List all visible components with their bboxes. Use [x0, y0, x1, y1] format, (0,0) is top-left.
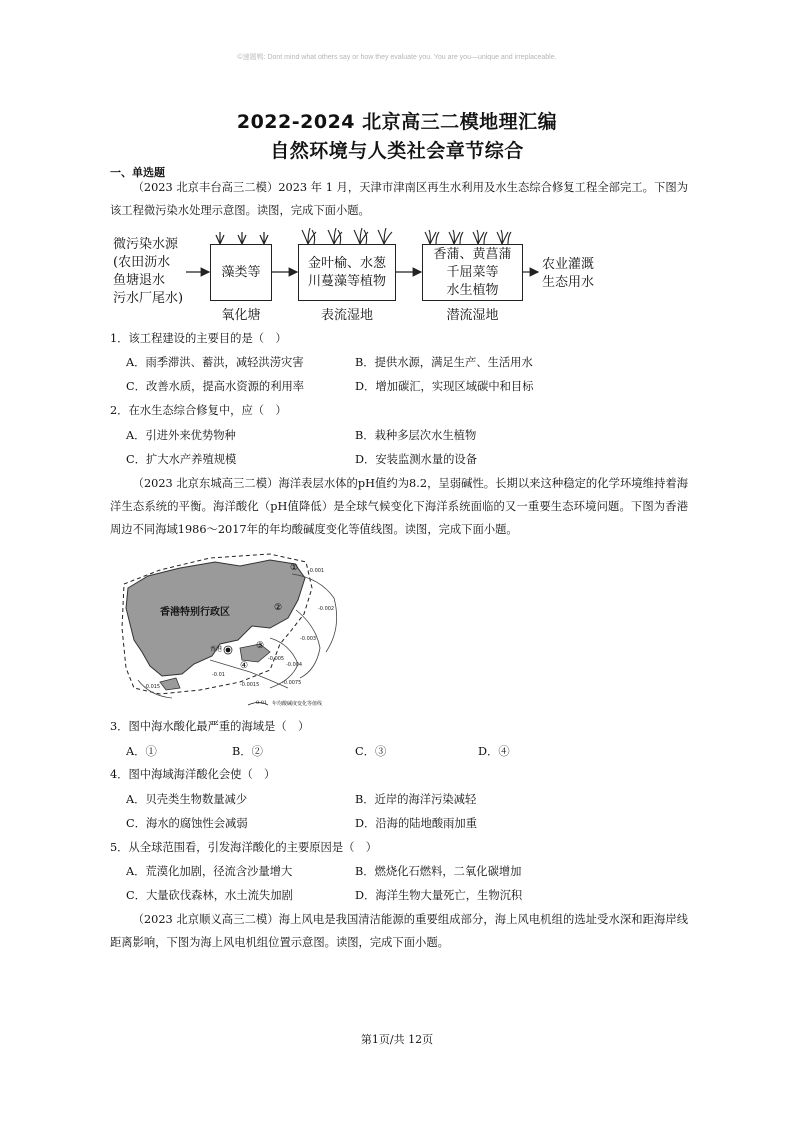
intro-paragraph-2: （2023 北京东城高三二模）海洋表层水体的pH值约为8.2，呈弱碱性。长期以来这种稳定的化学环境维持着海洋生态系统的平衡。海洋酸化（pH值降低）是全球气候变化下海洋系统面临的又一重要生态环境问题。下图为香港周边不同海域1986～2017年的年均酸碱度变化等值线图。读图，完成下面小题。 — [110, 477, 688, 536]
diagram-label-oxidation-pond: 氧化塘 — [221, 308, 261, 323]
water-treatment-diagram — [108, 226, 708, 326]
map-region-label: 香港特别行政区 — [160, 607, 230, 618]
q5-option-c: C．大量砍伐森林，水土流失加剧 — [126, 889, 293, 902]
question-3: 3．图中海水酸化最严重的海域是（ ） — [110, 720, 310, 733]
q4-option-d: D．沿海的陆地酸雨加重 — [355, 817, 478, 830]
map-drawing — [120, 548, 350, 713]
diagram-source: 微污染水源 (农田沥水 鱼塘退水 污水厂尾水) — [113, 237, 184, 306]
page-title: 2022-2024 北京高三二模地理汇编 — [236, 111, 558, 133]
svg-text:-0.015: -0.015 — [144, 684, 161, 690]
map-city-label: 香港 — [210, 646, 223, 653]
diagram-arrows — [108, 226, 708, 326]
q2-option-d: D．安装监测水量的设备 — [355, 453, 478, 466]
q1-option-b: B．提供水源，满足生产、生活用水 — [355, 356, 533, 369]
page-subtitle: 自然环境与人类社会章节综合 — [270, 140, 524, 162]
diagram-box-subsurface-wetland: 香蒲、黄菖蒲 千屈菜等 水生植物 — [422, 244, 523, 301]
q3-option-b: B．② — [232, 745, 263, 758]
svg-text:-0.001: -0.001 — [308, 568, 325, 574]
svg-text:-0.0075: -0.0075 — [282, 680, 302, 686]
svg-text:-0.003: -0.003 — [300, 636, 317, 642]
svg-text:-0.005: -0.005 — [268, 656, 285, 662]
q4-option-b: B．近岸的海洋污染减轻 — [355, 793, 477, 806]
svg-text:-0.004: -0.004 — [286, 662, 303, 668]
svg-text:④: ④ — [240, 661, 249, 671]
svg-text:-0.0015: -0.0015 — [240, 682, 260, 688]
q5-option-b: B．燃烧化石燃料，二氧化碳增加 — [355, 865, 522, 878]
plant-icons-2 — [302, 228, 392, 244]
intro-paragraph-1: （2023 北京丰台高三二模）2023 年 1 月，天津市津南区再生水利用及水生态综合修复工程全部完工。下图为该工程微污染水处理示意图。读图，完成下面小题。 — [110, 181, 688, 217]
question-5: 5．从全球范围看，引发海洋酸化的主要原因是（ ） — [110, 841, 378, 854]
q3-option-a: A．① — [126, 745, 157, 758]
q1-option-c: C．改善水质，提高水资源的利用率 — [126, 380, 305, 393]
q3-option-d: D．④ — [478, 745, 510, 758]
q3-option-c: C．③ — [355, 745, 387, 758]
diagram-label-subsurface-wetland: 潜流湿地 — [446, 308, 499, 323]
section-heading: 一、单选题 — [110, 166, 165, 179]
diagram-box-oxidation-pond: 藻类等 — [210, 244, 272, 301]
q1-option-d: D．增加碳汇，实现区域碳中和目标 — [355, 380, 534, 393]
page-number: 第1页/共 12页 — [360, 1033, 434, 1046]
svg-text:①: ① — [290, 563, 299, 573]
question-1: 1．该工程建设的主要目的是（ ） — [110, 332, 287, 345]
watermark: ©速题鸭: Dont mind what others say or how they evaluate you. You are you—unique and irreplaceable. — [237, 54, 557, 61]
svg-text:③: ③ — [256, 641, 265, 651]
q5-option-d: D．海洋生物大量死亡，生物沉积 — [355, 889, 523, 902]
plant-icons-3 — [425, 230, 511, 244]
intro-paragraph-3: （2023 北京顺义高三二模）海上风电是我国清洁能源的重要组成部分，海上风电机组的选址受水深和距海岸线距离影响，下图为海上风电机组位置示意图。读图，完成下面小题。 — [110, 913, 688, 949]
q4-option-c: C．海水的腐蚀性会减弱 — [126, 817, 248, 830]
q1-option-a: A．雨季滞洪、蓄洪，减轻洪涝灾害 — [126, 356, 304, 369]
q2-option-c: C．扩大水产养殖规模 — [126, 453, 237, 466]
plant-icons-1 — [216, 232, 268, 244]
q4-option-a: A．贝壳类生物数量减少 — [126, 793, 248, 806]
q5-option-a: A．荒漠化加剧，径流含沙量增大 — [126, 865, 293, 878]
diagram-box-surface-wetland: 金叶榆、水葱 川蔓藻等植物 — [298, 244, 396, 301]
svg-text:②: ② — [274, 603, 283, 613]
question-4: 4．图中海域海洋酸化会使（ ） — [110, 768, 276, 781]
svg-text:-0.002: -0.002 — [318, 606, 335, 612]
q2-option-b: B．栽种多层次水生植物 — [355, 429, 477, 442]
diagram-label-surface-wetland: 表流湿地 — [320, 308, 373, 323]
hong-kong-ph-map — [120, 548, 350, 713]
diagram-output: 农业灌溉 生态用水 — [542, 257, 595, 290]
q2-option-a: A．引进外来优势物种 — [126, 429, 236, 442]
question-2: 2．在水生态综合修复中，应（ ） — [110, 404, 287, 417]
map-legend-text: 年均酸碱度变化等值线 — [272, 701, 323, 707]
map-legend-value: 0.01 — [256, 700, 268, 706]
svg-text:-0.01: -0.01 — [212, 672, 225, 678]
